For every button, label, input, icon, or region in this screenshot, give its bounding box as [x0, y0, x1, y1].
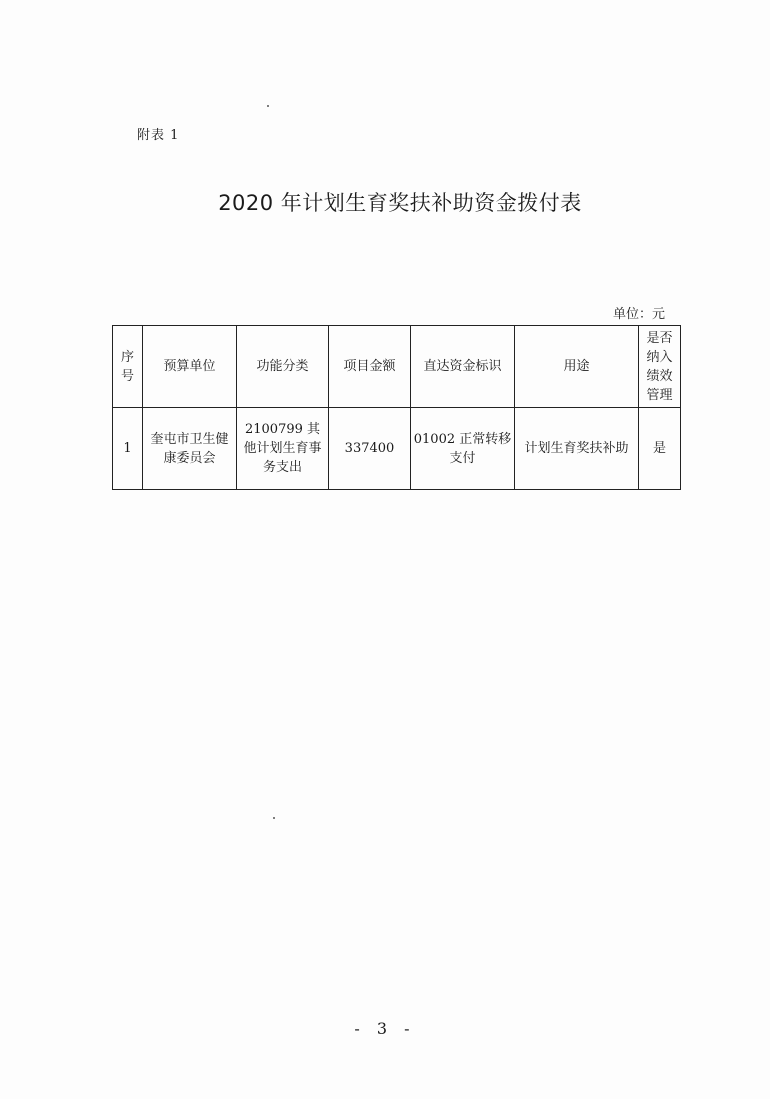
cell-function-class: 2100799 其他计划生育事务支出	[237, 408, 329, 490]
header-performance-mgmt: 是否纳入绩效管理	[639, 326, 681, 408]
cell-index: 1	[113, 408, 143, 490]
header-direct-funds-id: 直达资金标识	[411, 326, 515, 408]
page-number: - 3 -	[354, 1019, 416, 1038]
document-title: 2020 年计划生育奖扶补助资金拨付表	[218, 191, 582, 215]
header-function-class: 功能分类	[237, 326, 329, 408]
header-purpose: 用途	[515, 326, 639, 408]
scan-speck	[273, 817, 275, 819]
attachment-label: 附表 1	[137, 128, 180, 143]
cell-performance-mgmt: 是	[639, 408, 681, 490]
cell-direct-funds-id: 01002 正常转移支付	[411, 408, 515, 490]
table-header-row	[113, 326, 681, 408]
cell-project-amount: 337400	[329, 408, 411, 490]
header-project-amount: 项目金额	[329, 326, 411, 408]
header-index: 序号	[113, 326, 143, 408]
grant-table	[112, 325, 681, 490]
cell-budget-unit: 奎屯市卫生健康委员会	[143, 408, 237, 490]
cell-purpose: 计划生育奖扶补助	[515, 408, 639, 490]
scan-speck	[267, 105, 269, 107]
table-row	[113, 408, 681, 490]
unit-label: 单位：元	[613, 307, 666, 322]
header-budget-unit: 预算单位	[143, 326, 237, 408]
